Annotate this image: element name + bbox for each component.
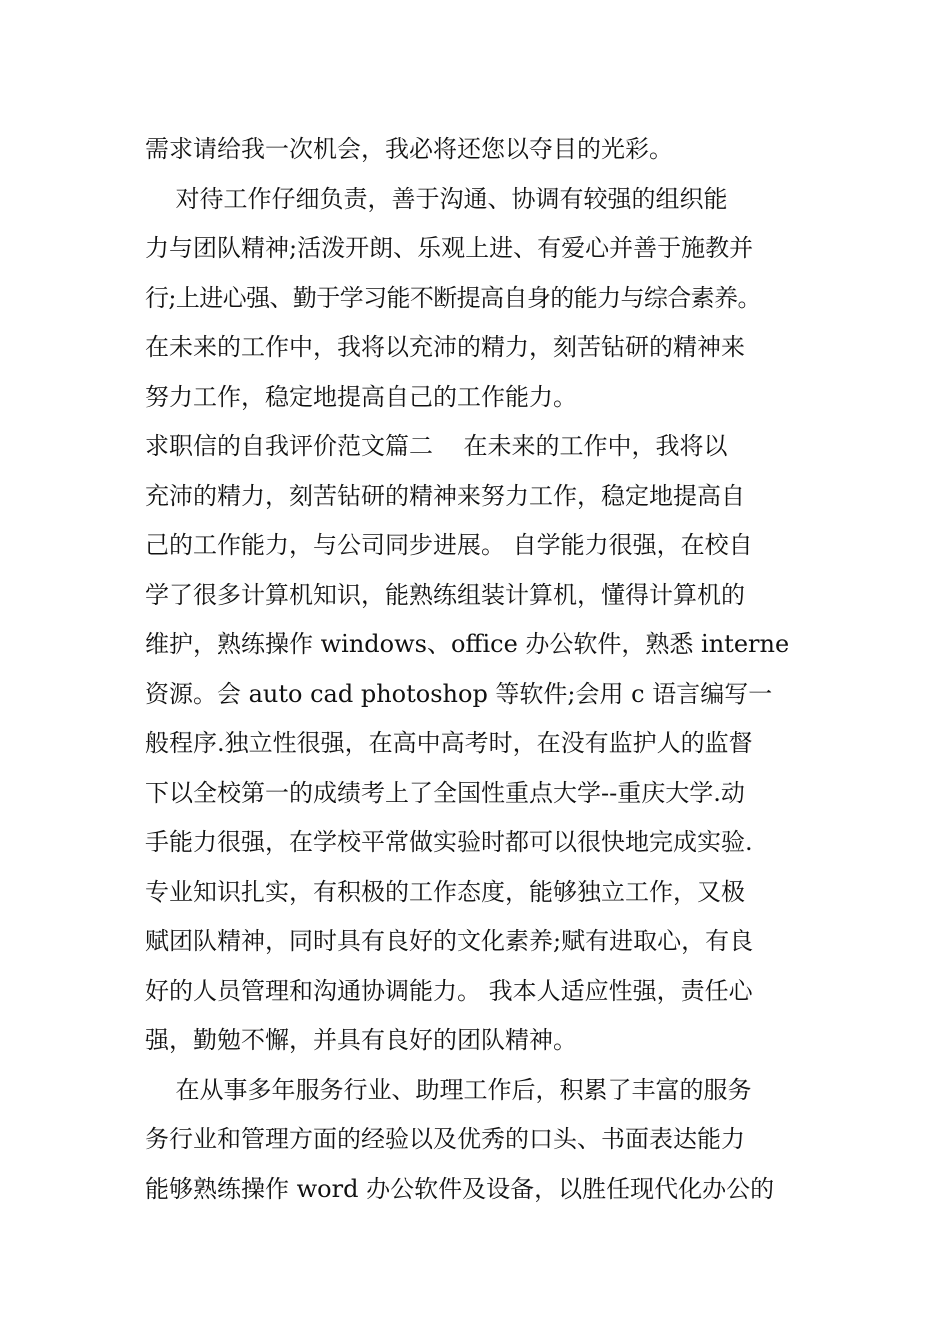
- text-line: 般程序.独立性很强，在高中高考时，在没有监护人的监督: [145, 729, 753, 757]
- text-line: 维护，熟练操作 windows、office 办公软件，熟悉 interne: [145, 630, 790, 658]
- text-line: 强，勤勉不懈，并具有良好的团队精神。: [145, 1026, 577, 1054]
- text-line: 手能力很强，在学校平常做实验时都可以很快地完成实验.: [145, 828, 753, 856]
- text-line: 赋团队精神，同时具有良好的文化素养;赋有进取心，有良: [145, 927, 754, 955]
- section-heading-line: 求职信的自我评价范文篇二 在未来的工作中，我将以: [145, 432, 728, 460]
- text-line: 对待工作仔细负责，善于沟通、协调有较强的组织能: [145, 184, 728, 213]
- text-line: 努力工作，稳定地提高自己的工作能力。: [145, 382, 577, 411]
- text-line: 务行业和管理方面的经验以及优秀的口头、书面表达能力: [145, 1125, 745, 1153]
- text-line: 能够熟练操作 word 办公软件及设备，以胜任现代化办公的: [145, 1174, 775, 1203]
- document-body: [145, 125, 825, 1214]
- text-line: 需求请给我一次机会，我必将还您以夺目的光彩。: [145, 135, 673, 163]
- text-line: 资源。会 auto cad photoshop 等软件;会用 c 语言编写一: [145, 679, 773, 708]
- text-line: 在从事多年服务行业、助理工作后，积累了丰富的服务: [145, 1075, 752, 1104]
- text-line: 好的人员管理和沟通协调能力。 我本人适应性强，责任心: [145, 976, 753, 1005]
- text-line: 在未来的工作中，我将以充沛的精力，刻苦钻研的精神来: [145, 333, 745, 361]
- text-line: 力与团队精神;活泼开朗、乐观上进、有爱心并善于施教并: [145, 234, 754, 262]
- text-line: 充沛的精力，刻苦钻研的精神来努力工作，稳定地提高自: [145, 481, 745, 510]
- text-line: 专业知识扎实，有积极的工作态度，能够独立工作，又极: [145, 877, 745, 906]
- text-line: 下以全校第一的成绩考上了全国性重点大学--重庆大学.动: [145, 778, 745, 807]
- text-line: 学了很多计算机知识，能熟练组装计算机，懂得计算机的: [145, 580, 745, 609]
- text-line: 己的工作能力，与公司同步进展。 自学能力很强，在校自: [145, 531, 753, 559]
- text-line: 行;上进心强、勤于学习能不断提高自身的能力与综合素养。: [145, 283, 761, 312]
